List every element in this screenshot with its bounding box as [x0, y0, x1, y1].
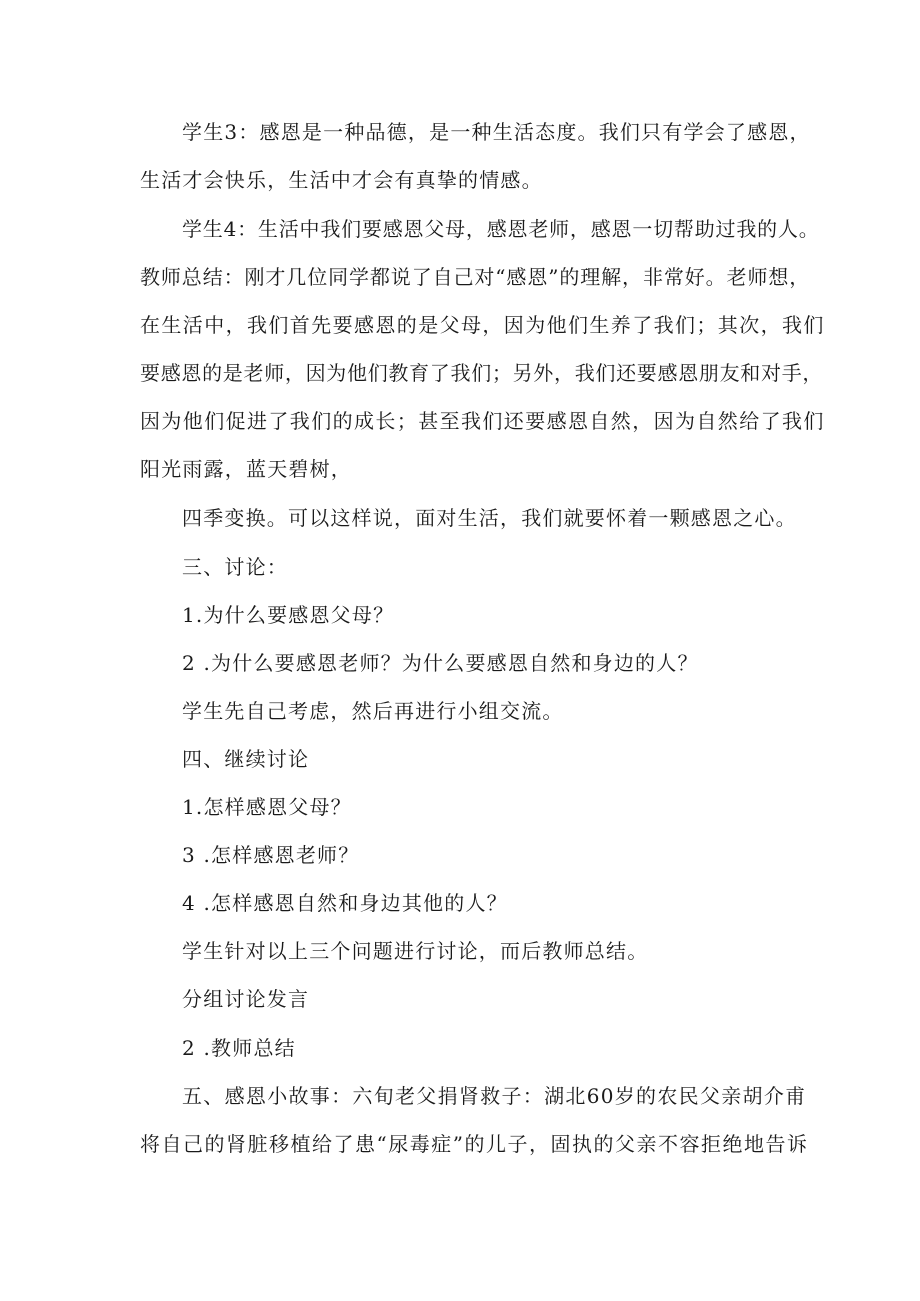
- paragraph-line: 学生4：生活中我们要感恩父母，感恩老师，感恩一切帮助过我的人。: [182, 217, 820, 241]
- paragraph-line: 将自己的肾脏移植给了患“尿毒症”的儿子，固执的父亲不容拒绝地告诉: [140, 1132, 809, 1156]
- paragraph-line: 学生先自己考虑，然后再进行小组交流。: [182, 699, 564, 723]
- section-heading: 三、讨论：: [182, 555, 288, 579]
- paragraph-line: 五、感恩小故事：六旬老父捐肾救子：湖北60岁的农民父亲胡介甫: [182, 1084, 807, 1108]
- paragraph-line: 教师总结：刚才几位同学都说了自己对“感恩”的理解，非常好。老师想，: [140, 265, 811, 289]
- paragraph-line: 在生活中，我们首先要感恩的是父母，因为他们生养了我们；其次，我们: [140, 313, 825, 337]
- paragraph-line: 因为他们促进了我们的成长；甚至我们还要感恩自然，因为自然给了我们: [140, 409, 825, 433]
- paragraph-line: 学生针对以上三个问题进行讨论，而后教师总结。: [182, 939, 649, 963]
- paragraph-line: 学生3：感恩是一种品德，是一种生活态度。我们只有学会了感恩，: [182, 120, 811, 144]
- section-heading: 四、继续讨论: [182, 747, 310, 771]
- paragraph-line: 阳光雨露，蓝天碧树，: [140, 457, 352, 481]
- list-item: 1.怎样感恩父母？: [182, 795, 352, 819]
- list-item: 2 .为什么要感恩老师？为什么要感恩自然和身边的人？: [182, 651, 699, 675]
- paragraph-line: 要感恩的是老师，因为他们教育了我们；另外，我们还要感恩朋友和对手，: [140, 361, 824, 385]
- list-item: 2 .教师总结: [182, 1036, 296, 1060]
- paragraph-line: 四季变换。可以这样说，面对生活，我们就要怀着一颗感恩之心。: [182, 506, 797, 530]
- list-item: 4 .怎样感恩自然和身边其他的人？: [182, 891, 508, 915]
- list-item: 1.为什么要感恩父母？: [182, 603, 395, 627]
- list-item: 3 .怎样感恩老师？: [182, 843, 360, 867]
- paragraph-line: 生活才会快乐，生活中才会有真挚的情感。: [140, 168, 543, 192]
- paragraph-line: 分组讨论发言: [182, 987, 310, 1011]
